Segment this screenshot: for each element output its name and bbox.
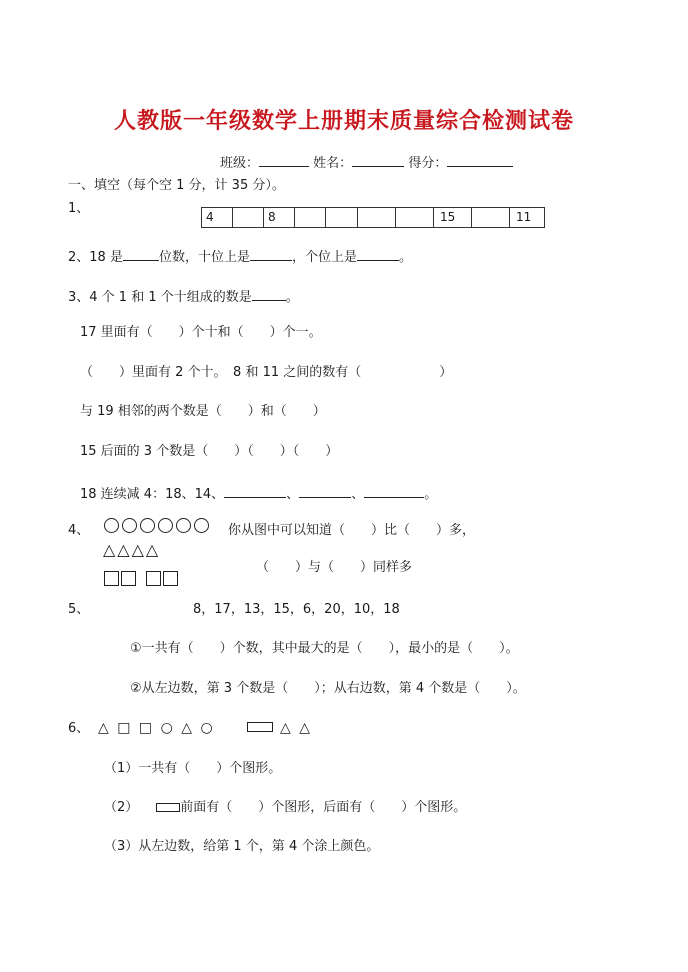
question-3-line-4: 与 19 相邻的两个数是（ ）和（ ）: [80, 404, 326, 419]
rectangle-shape: [156, 803, 180, 812]
answer-blank[interactable]: [123, 248, 159, 261]
square-shape: [163, 571, 178, 586]
question-6-line-2: [104, 801, 466, 814]
question-3-line-1: [68, 288, 299, 304]
number-sequence: 8，17，13，15，6，20，10，18: [193, 602, 400, 617]
question-5-line-2: ②从左边数，第 3 个数是（ ）；从右边数，第 4 个数是（ ）。: [130, 681, 526, 696]
grid-cell: 11: [516, 210, 532, 224]
grid-cell: 4: [202, 208, 233, 227]
grid-cell[interactable]: [233, 208, 264, 227]
grid-cell[interactable]: [326, 208, 357, 227]
grid-cell[interactable]: [358, 208, 396, 227]
q6-text: （2）: [104, 800, 139, 815]
number-grid-a: [201, 207, 358, 228]
circle-shape: [158, 518, 173, 533]
shape-sequence-b: △ △: [280, 720, 312, 736]
circle-shape: [122, 518, 137, 533]
circle-shape: [194, 518, 209, 533]
q2-text: 。: [398, 250, 412, 265]
circle-row: [104, 518, 212, 536]
q3-text: 18 连续减 4：18、14、: [80, 487, 225, 502]
question-6-line-3: （3）从左边数，给第 1 个，第 4 个涂上颜色。: [104, 839, 380, 854]
answer-blank[interactable]: [364, 485, 424, 498]
q2-text: 2、18 是: [68, 250, 123, 265]
question-1-number: 1、: [68, 201, 90, 216]
question-3-line-5: 15 后面的 3 个数是（ ）（ ）（ ）: [80, 444, 339, 459]
class-label: 班级：: [220, 156, 260, 171]
grid-cell: 8: [264, 208, 295, 227]
circle-shape: [176, 518, 191, 533]
grid-cell[interactable]: [295, 208, 326, 227]
question-5-line-1: ①一共有（ ）个数，其中最大的是（ ），最小的是（ ）。: [130, 641, 519, 656]
q3-text: 。: [285, 290, 299, 305]
square-shape: [121, 571, 136, 586]
question-3-line-3: （ ）里面有 2 个十。 8 和 11 之间的数有（ ）: [80, 365, 453, 380]
answer-blank[interactable]: [224, 485, 286, 498]
name-blank[interactable]: [352, 154, 404, 167]
grid-cell[interactable]: [396, 208, 434, 227]
q2-text: ，个位上是: [291, 250, 357, 265]
answer-blank[interactable]: [357, 248, 399, 261]
shape-sequence-a: △ □ □ ○ △ ○: [98, 720, 215, 736]
question-6-number: 6、: [68, 721, 90, 736]
square-shape: [104, 571, 119, 586]
q3-text: 、: [286, 487, 300, 502]
question-3-line-2: 17 里面有（ ）个十和（ ）个一。: [80, 325, 322, 340]
circle-shape: [140, 518, 155, 533]
section-heading: 一、填空（每个空 1 分，计 35 分）。: [68, 178, 285, 193]
q3-text: 、: [351, 487, 365, 502]
triangle-row: △△△△: [103, 540, 161, 559]
q3-text: 。: [424, 487, 438, 502]
number-grid-b: [357, 207, 545, 228]
page-title: 人教版一年级数学上册期末质量综合检测试卷: [113, 108, 574, 134]
circle-shape: [104, 518, 119, 533]
q6-text: 前面有（ ）个图形，后面有（ ）个图形。: [180, 800, 467, 815]
square-row: [104, 571, 180, 589]
rectangle-shape: [247, 722, 273, 732]
score-label: 得分：: [408, 156, 448, 171]
grid-cell: 15: [434, 208, 472, 227]
answer-blank[interactable]: [250, 248, 292, 261]
question-6-line-1: （1）一共有（ ）个图形。: [104, 761, 282, 776]
class-blank[interactable]: [259, 154, 309, 167]
name-label: 姓名：: [313, 156, 353, 171]
score-blank[interactable]: [447, 154, 513, 167]
answer-blank[interactable]: [252, 288, 286, 301]
answer-blank[interactable]: [299, 485, 351, 498]
student-info-line: [220, 154, 513, 170]
square-shape: [146, 571, 161, 586]
question-4-number: 4、: [68, 523, 90, 538]
question-4-text-2: （ ）与（ ）同样多: [256, 560, 413, 575]
q2-text: 位数，十位上是: [158, 250, 250, 265]
question-5-number: 5、: [68, 602, 90, 617]
question-2: [68, 248, 412, 264]
grid-cell[interactable]: [472, 208, 510, 227]
question-3-line-6: [80, 485, 437, 501]
q3-text: 3、4 个 1 和 1 个十组成的数是: [68, 290, 252, 305]
question-4-text-1: 你从图中可以知道（ ）比（ ）多，: [228, 523, 476, 538]
